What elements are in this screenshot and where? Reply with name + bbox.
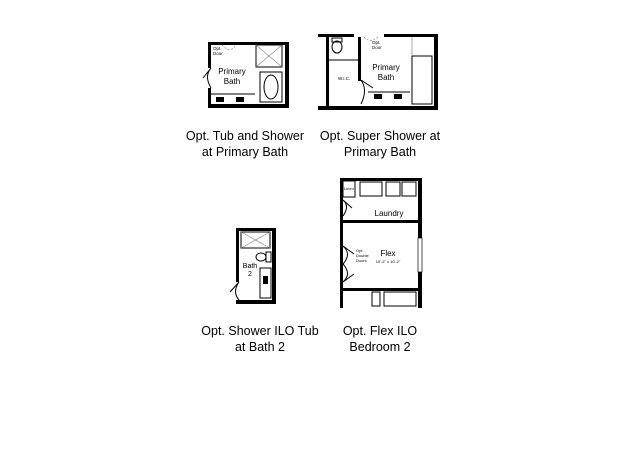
room-label-bath: Bath (223, 77, 241, 86)
sink (263, 276, 268, 284)
flex-bath-wall (343, 288, 418, 291)
opt-door-label-2: Door (372, 45, 382, 50)
room-label-primary: Primary (372, 63, 400, 72)
sink-1 (374, 94, 382, 99)
entry-door-swing (230, 282, 239, 300)
caption-flex (315, 323, 445, 355)
washer (386, 182, 400, 196)
bath-vanity (372, 292, 380, 306)
sink-2 (236, 97, 244, 102)
caption-line-1: Opt. Flex ILO (342, 324, 418, 338)
caption-line-1: Opt. Super Shower at (319, 129, 441, 143)
entry-door-swing (203, 68, 211, 88)
linen-label: Linen (344, 186, 354, 191)
flex-door-swing-2 (343, 264, 354, 282)
partition-wall (358, 37, 361, 81)
bottom-wall (208, 104, 289, 108)
caption-line-2: at Bath 2 (234, 340, 286, 354)
flex-door-swing-1 (343, 246, 354, 264)
flex-dims: 10'-2" x 10'-2" (375, 259, 401, 264)
shower-bath2-floorplan (230, 226, 280, 306)
bottom-wall (236, 300, 276, 304)
tub-shower-floorplan (200, 40, 290, 112)
flex-label: Flex (380, 249, 396, 258)
plan-shower-bath-2 (230, 226, 280, 306)
laundry-door-swing (343, 200, 352, 216)
left-wall (326, 34, 329, 106)
toilet-bowl (256, 253, 266, 261)
flex-floorplan (336, 176, 426, 310)
room-label-bath: Bath (377, 73, 395, 82)
right-wall (272, 228, 276, 304)
super-shower (412, 56, 432, 104)
top-wall-right (384, 34, 438, 37)
sink-2 (394, 94, 402, 99)
flex-window (418, 238, 422, 272)
plan-flex (336, 176, 426, 310)
opt-door-swing (222, 45, 236, 50)
caption-line-1: Opt. Tub and Shower (185, 129, 305, 143)
opt-double-doors-label-2: Double (356, 253, 369, 258)
opt-cabinets (360, 182, 382, 196)
caption-line-2: at Primary Bath (201, 145, 289, 159)
left-wall-lower (208, 88, 211, 108)
caption-tub-and-shower (180, 128, 310, 160)
left-wall (236, 228, 239, 282)
caption-shower-bath-2 (190, 323, 330, 355)
wic-label: W.I.C. (338, 76, 351, 81)
toilet-tank (266, 252, 271, 262)
laundry-label: Laundry (374, 209, 404, 218)
opt-door-label-2: Door (213, 51, 223, 56)
tub-basin (264, 75, 278, 99)
plan-super-shower (318, 32, 440, 112)
toilet-bowl (332, 41, 342, 53)
opt-door-label-1: Opt. (372, 40, 381, 45)
room-label-bath: Bath (242, 263, 258, 270)
caption-line-2: Primary Bath (343, 145, 417, 159)
tub (260, 72, 282, 102)
bath-tub (384, 292, 416, 306)
caption-line-2: Bedroom 2 (349, 340, 411, 354)
left-wall-upper (208, 42, 211, 68)
super-shower-floorplan (318, 32, 440, 112)
opt-double-doors-label-3: Doors (356, 258, 367, 263)
top-wall (236, 228, 276, 231)
right-wall (285, 42, 289, 108)
right-wall (434, 34, 438, 110)
room-label-primary: Primary (218, 67, 246, 76)
caption-super-shower (310, 128, 450, 160)
opt-door-label-1: Opt. (213, 46, 222, 51)
plan-tub-and-shower (200, 40, 290, 112)
bottom-wall (318, 106, 438, 110)
opt-double-doors-label-1: Opt. (356, 248, 364, 253)
room-label-number: 2 (248, 271, 252, 278)
sink-1 (216, 97, 224, 102)
top-wall-left (318, 34, 354, 37)
caption-line-1: Opt. Shower ILO Tub (201, 324, 319, 338)
laundry-flex-wall (343, 220, 418, 223)
dryer (402, 182, 416, 196)
